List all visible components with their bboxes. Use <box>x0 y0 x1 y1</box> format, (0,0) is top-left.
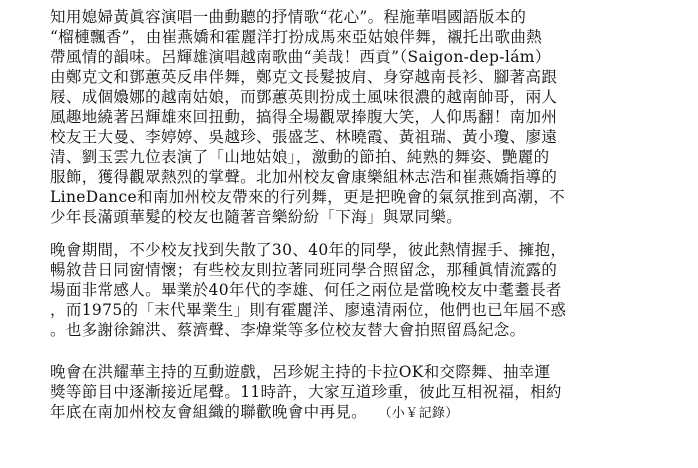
paragraph-2-line-1: 晚會期間，不少校友找到失散了30、40年的同學，彼此熱情握手、擁抱， <box>50 241 567 259</box>
paragraph-1-line-10: LineDance和南加州校友帶來的行列舞，更是把晚會的氣氛推到高潮，不 <box>50 188 566 206</box>
paragraph-2-line-5: 。也多謝徐錦洪、蔡濟聲、李煒棠等多位校友替大會拍照留爲紀念。 <box>50 321 526 339</box>
paragraph-2-line-2: 暢敘昔日同窗情懷；有些校友則拉著同班同學合照留念，那種眞情流露的 <box>50 261 558 279</box>
paragraph-1-line-7: 校友王大曼、李婷婷、吳越珍、張盛芝、林曉霞、黃祖瑞、黃小瓊、廖遠 <box>50 128 558 146</box>
author-signoff: （小￥記錄） <box>385 406 459 421</box>
paragraph-3-line-3 <box>50 402 459 424</box>
paragraph-2-line-3: 場面非常感人。畢業於40年代的李雄、何任之兩位是當晚校友中耄耋長者 <box>50 281 562 299</box>
paragraph-1-line-3: 帶風情的韻味。呂輝雄演唱越南歌曲“美哉！西貢”（Saigon-dep-lám） <box>50 48 551 66</box>
paragraph-1-line-2: “榴槤飄香”，由崔燕嬌和霍麗洋打扮成馬來亞姑娘伴舞，襯托出歌曲熱 <box>50 28 543 46</box>
paragraph-3-line-2: 獎等節目中逐漸接近尾聲。11時許，大家互道珍重，彼此互相祝福，相約 <box>50 383 562 401</box>
paragraph-1-line-9: 服飾，獲得觀眾熱烈的掌聲。北加州校友會康樂組林志浩和崔燕嬌指導的 <box>50 168 558 186</box>
paragraph-1-line-6: 風趣地繞著呂輝雄來回扭動，搞得全場觀眾捧腹大笑，人仰馬翻！南加州 <box>50 108 558 126</box>
paragraph-3-line-3-text: 年底在南加州校友會組織的聯歡晚會中再見。 <box>50 403 368 421</box>
paragraph-3-line-1: 晚會在洪耀華主持的互動遊戲，呂珍妮主持的卡拉OK和交際舞、抽幸運 <box>50 363 551 381</box>
paragraph-1-line-4: 由鄭克文和鄧蕙英反串伴舞，鄭克文長髮披肩、身穿越南長衫、腳著高跟 <box>50 68 558 86</box>
paragraph-1-line-5: 屐、成個嬝娜的越南姑娘，而鄧蕙英則扮成土風味很濃的越南帥哥，兩人 <box>50 88 558 106</box>
paragraph-2-line-4: ，而1975的「末代畢業生」則有霍麗洋、廖遠清兩位，他們也已年屆不惑 <box>50 301 567 319</box>
paragraph-1-line-8: 清、劉玉雲九位表演了「山地姑娘」，激動的節拍、純熟的舞姿、艷麗的 <box>50 148 550 166</box>
paragraph-1-line-11: 少年長滿頭華髮的校友也隨著音樂紛紛「下海」與眾同樂。 <box>50 208 463 226</box>
paragraph-1-line-1: 知用媳婦黃眞容演唱一曲動聽的抒情歌“花心”。程施華唱國語版本的 <box>50 8 527 26</box>
